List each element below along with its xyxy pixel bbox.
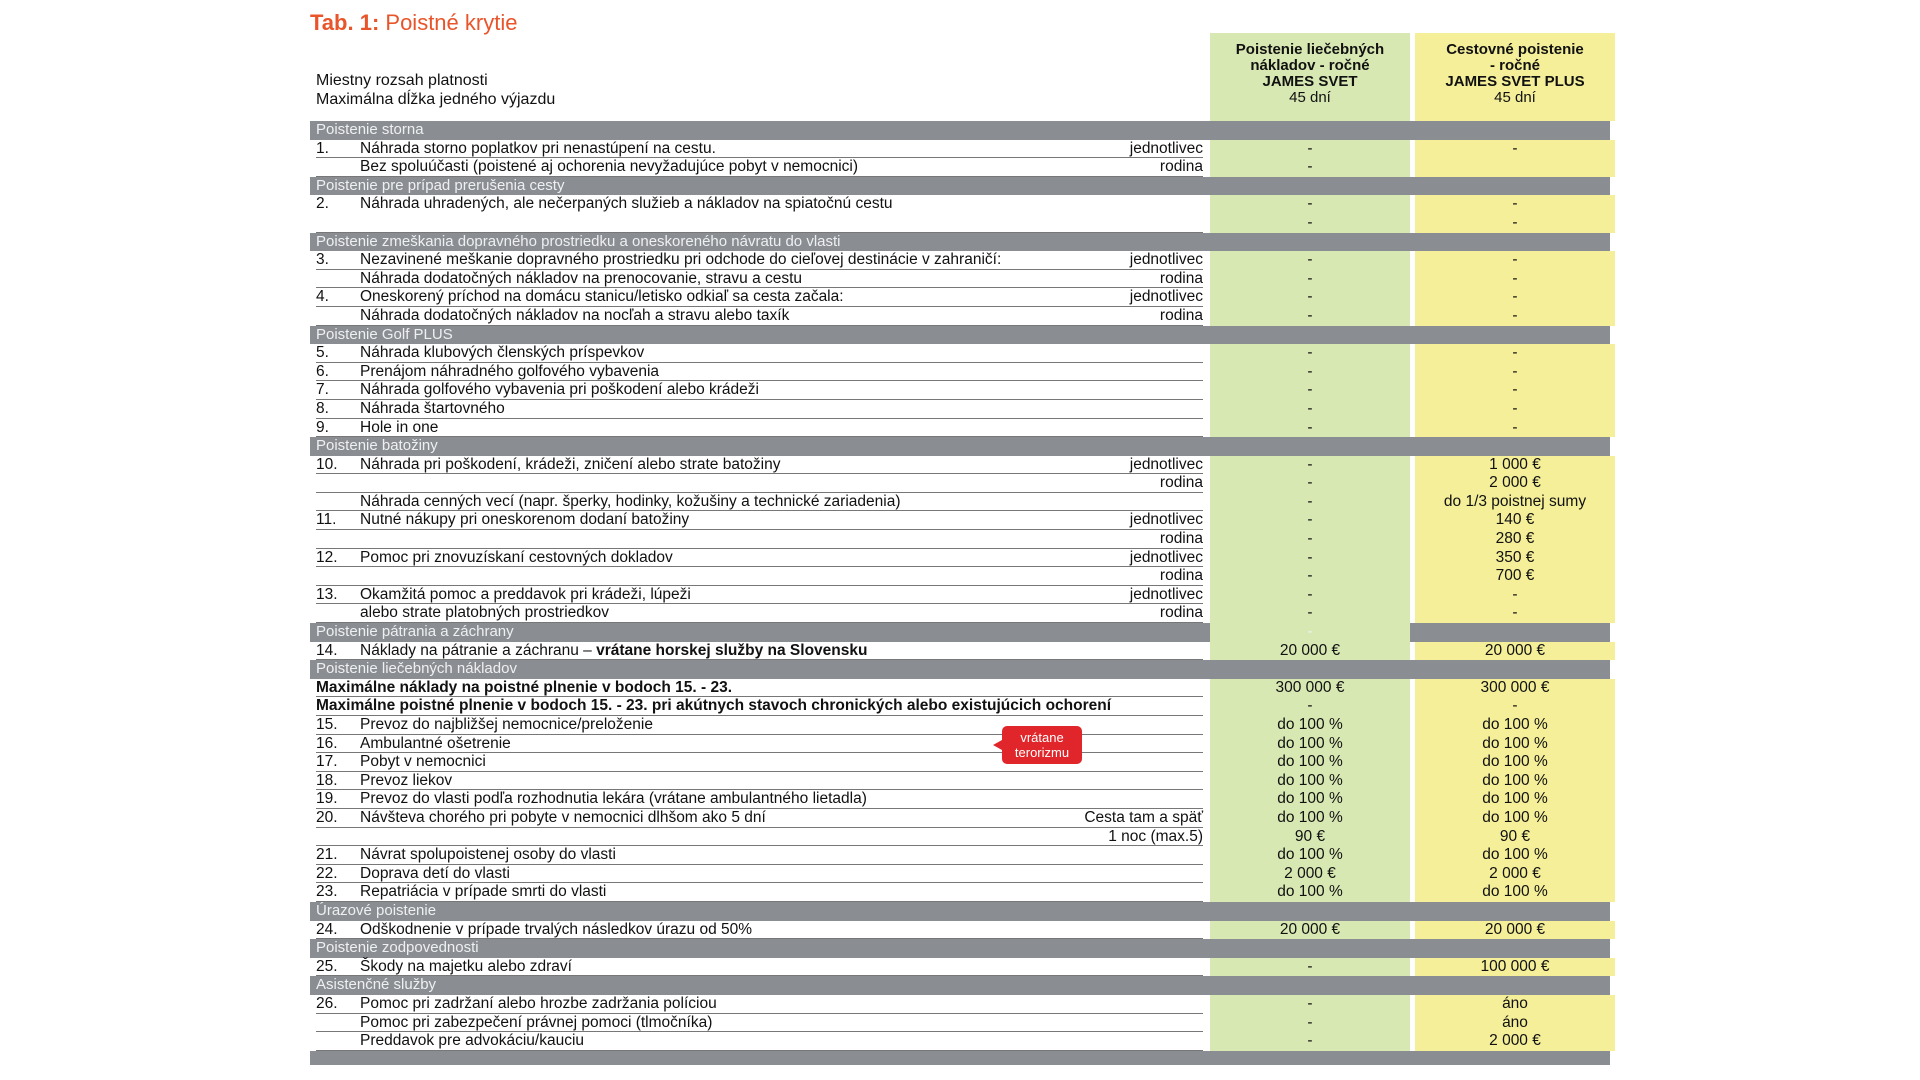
section-title: Poistenie liečebných nákladov <box>316 660 517 678</box>
row-label: Prevoz do najbližšej nemocnice/preloženie <box>360 716 653 733</box>
row-label <box>360 642 867 661</box>
value-james-svet-plus: - <box>1415 307 1615 326</box>
row-label: Škody na majetku alebo zdraví <box>360 957 572 975</box>
table-row <box>310 400 1610 419</box>
value-james-svet: - <box>1210 419 1410 438</box>
value-james-svet: do 100 % <box>1210 790 1410 809</box>
value-james-svet-plus: 1 000 € <box>1415 456 1615 475</box>
row-label: Náhrada golfového vybavenia pri poškodení alebo krádeži <box>360 381 759 399</box>
value-james-svet-plus: - <box>1415 400 1615 419</box>
row-number: 22. <box>316 864 338 882</box>
value-james-svet-plus: - <box>1415 363 1615 382</box>
row-label: alebo strate platobných prostriedkov <box>360 604 610 622</box>
value-james-svet: do 100 % <box>1210 846 1410 865</box>
column-1-product-name: JAMES SVET <box>1262 73 1358 90</box>
value-james-svet: - <box>1210 549 1410 568</box>
row-number: 5. <box>316 344 329 362</box>
section-title: Poistenie storna <box>316 121 424 138</box>
row-label: Náhrada štartovného <box>360 399 505 417</box>
row-label: Odškodnenie v prípade trvalých následkov úrazu od 50% <box>360 920 753 938</box>
row-sublabel: rodina <box>1159 530 1203 548</box>
section-title: Poistenie batožiny <box>316 437 438 455</box>
row-number: 12. <box>316 548 338 566</box>
row-number: 3. <box>316 251 329 269</box>
table-row <box>310 642 1610 661</box>
table-row <box>310 1032 1610 1051</box>
section-header <box>310 660 1610 679</box>
value-james-svet-plus <box>1415 158 1615 177</box>
value-james-svet: - <box>1210 400 1410 419</box>
table-row <box>310 865 1610 884</box>
value-james-svet: do 100 % <box>1210 753 1410 772</box>
row-number: 2. <box>316 195 329 213</box>
table-row <box>310 679 1610 698</box>
table-footer-bar <box>310 1051 1610 1065</box>
value-james-svet: - <box>1210 604 1410 623</box>
value-james-svet: - <box>1210 511 1410 530</box>
row-number: 21. <box>316 846 338 864</box>
value-james-svet: - <box>1210 530 1410 549</box>
value-james-svet-plus: do 100 % <box>1415 883 1615 902</box>
row-number: 6. <box>316 362 329 380</box>
row-label: Prenájom náhradného golfového vybavenia <box>360 362 660 380</box>
row-sublabel: jednotlivec <box>1129 251 1203 269</box>
row-sublabel: jednotlivec <box>1129 585 1203 603</box>
row-number: 20. <box>316 808 338 826</box>
value-james-svet: - <box>1210 995 1410 1014</box>
table-row <box>310 790 1610 809</box>
value-james-svet-plus: 140 € <box>1415 511 1615 530</box>
row-label: Náhrada pri poškodení, krádeži, zničení alebo strate batožiny <box>360 455 781 473</box>
column-1-line2: nákladov - ročné <box>1250 57 1370 74</box>
table-row <box>310 1014 1610 1033</box>
table-row <box>310 735 1610 754</box>
row-label: Maximálne náklady na poistné plnenie v bodoch 15. - 23. <box>316 678 733 696</box>
row-sublabel: jednotlivec <box>1129 288 1203 306</box>
section-header <box>310 976 1610 995</box>
section-title: Poistenie zmeškania dopravného prostriedku a oneskoreného návratu do vlasti <box>316 232 841 250</box>
table-row <box>310 474 1610 493</box>
value-james-svet-plus: - <box>1415 195 1615 214</box>
section-header <box>310 233 1610 252</box>
row-label: Pomoc pri zadržaní alebo hrozbe zadržania políciou <box>360 994 717 1012</box>
column-1-days: 45 dní <box>1289 89 1331 106</box>
value-james-svet: 2 000 € <box>1210 865 1410 884</box>
table-row <box>310 195 1610 214</box>
value-james-svet-plus: 300 000 € <box>1415 679 1615 698</box>
table-row <box>310 697 1610 716</box>
column-2-line2: - ročné <box>1489 57 1540 74</box>
value-james-svet: 20 000 € <box>1210 921 1410 940</box>
value-james-svet-plus: do 100 % <box>1415 846 1615 865</box>
row-number: 14. <box>316 641 338 659</box>
value-james-svet: - <box>1210 493 1410 512</box>
section-title: Úrazové poistenie <box>316 901 437 919</box>
table-title-prefix: Tab. 1: <box>310 10 380 35</box>
value-james-svet: - <box>1210 474 1410 493</box>
table-row <box>310 828 1610 847</box>
table-row <box>310 214 1610 233</box>
row-number: 18. <box>316 771 338 789</box>
table-row <box>310 307 1610 326</box>
row-label: Prevoz do vlasti podľa rozhodnutia lekára (vrátane ambulantného lietadla) <box>360 790 867 808</box>
value-james-svet: - <box>1210 567 1410 586</box>
value-james-svet: - <box>1210 251 1410 270</box>
value-james-svet-plus: 2 000 € <box>1415 474 1615 493</box>
row-label: Náhrada uhradených, ale nečerpaných služieb a nákladov na spiatočnú cestu <box>360 195 893 213</box>
value-james-svet-plus: do 1/3 poistnej sumy <box>1415 493 1615 512</box>
row-label: Pobyt v nemocnici <box>360 753 486 771</box>
badge-line2: terorizmu <box>1014 745 1070 760</box>
row-number: 8. <box>316 399 329 417</box>
column-1-line1: Poistenie liečebných <box>1235 41 1385 58</box>
table-row <box>310 344 1610 363</box>
table-row <box>310 270 1610 289</box>
value-james-svet-plus: - <box>1415 604 1615 623</box>
value-james-svet-plus: - <box>1415 419 1615 438</box>
table-row <box>310 772 1610 791</box>
value-james-svet: - <box>1210 586 1410 605</box>
value-james-svet: do 100 % <box>1210 809 1410 828</box>
value-james-svet: - <box>1210 307 1410 326</box>
row-number: 23. <box>316 883 338 901</box>
row-label: Okamžitá pomoc a preddavok pri krádeži, lúpeži <box>360 585 691 603</box>
value-james-svet-plus: do 100 % <box>1415 735 1615 754</box>
row-label: Pomoc pri zabezpečení právnej pomoci (tlmočníka) <box>360 1013 713 1031</box>
table-row <box>310 158 1610 177</box>
table-row <box>310 586 1610 605</box>
table-body <box>310 121 1610 1065</box>
section-header <box>310 939 1610 958</box>
value-james-svet-plus: - <box>1415 288 1615 307</box>
value-james-svet: do 100 % <box>1210 772 1410 791</box>
row-number: 7. <box>316 381 329 399</box>
table-row <box>310 381 1610 400</box>
row-label: Náhrada dodatočných nákladov na prenocovanie, stravu a cestu <box>360 269 803 287</box>
section-value: - <box>1210 623 1410 642</box>
row-sublabel: jednotlivec <box>1129 511 1203 529</box>
table-row <box>310 716 1610 735</box>
row-label: Bez spoluúčasti (poistené aj ochorenia nevyžadujúce pobyt v nemocnici) <box>360 158 859 176</box>
row-label-text: Náklady na pátranie a záchranu – <box>360 641 597 659</box>
row-sublabel: Cesta tam a späť <box>1084 808 1203 826</box>
row-number: 17. <box>316 753 338 771</box>
value-james-svet: - <box>1210 697 1410 716</box>
section-title: Poistenie zodpovednosti <box>316 939 479 957</box>
row-label: Maximálne poistné plnenie v bodoch 15. - 23. pri akútnych stavoch chronických alebo existujúcich ochorení <box>316 697 1112 715</box>
table-row <box>310 140 1610 159</box>
value-james-svet-plus: do 100 % <box>1415 716 1615 735</box>
section-title: Poistenie pre prípad prerušenia cesty <box>316 176 565 194</box>
table-row <box>310 363 1610 382</box>
section-title: Poistenie Golf PLUS <box>316 325 453 343</box>
table-row <box>310 753 1610 772</box>
table-row <box>310 549 1610 568</box>
value-james-svet-plus: - <box>1415 270 1615 289</box>
row-label: Preddavok pre advokáciu/kauciu <box>360 1032 585 1050</box>
row-label-bold: vrátane horskej služby na Slovensku <box>596 641 868 659</box>
row-number: 11. <box>316 511 337 529</box>
row-sublabel: rodina <box>1159 158 1203 176</box>
header-scope-label: Miestny rozsah platnosti <box>316 72 488 89</box>
row-number: 25. <box>316 957 338 975</box>
row-sublabel: rodina <box>1159 269 1203 287</box>
section-header <box>310 902 1610 921</box>
value-james-svet-plus: áno <box>1415 995 1615 1014</box>
column-header-james-svet <box>1210 33 1410 121</box>
table-row <box>310 846 1610 865</box>
row-label: Ambulantné ošetrenie <box>360 734 511 752</box>
column-header-james-svet-plus <box>1415 33 1615 121</box>
row-sublabel: jednotlivec <box>1129 139 1203 157</box>
section-header <box>310 326 1610 345</box>
row-number: 16. <box>316 734 338 752</box>
value-james-svet: - <box>1210 214 1410 233</box>
section-title: Poistenie pátrania a záchrany <box>316 623 514 641</box>
value-james-svet-plus: do 100 % <box>1415 809 1615 828</box>
column-2-product-name: JAMES SVET PLUS <box>1445 73 1585 90</box>
value-james-svet: - <box>1210 344 1410 363</box>
row-label: Náhrada storno poplatkov pri nenastúpení na cestu. <box>360 139 716 157</box>
value-james-svet: do 100 % <box>1210 716 1410 735</box>
value-james-svet: - <box>1210 1014 1410 1033</box>
value-james-svet: do 100 % <box>1210 735 1410 754</box>
value-james-svet-plus: 2 000 € <box>1415 1032 1615 1051</box>
table-row <box>310 493 1610 512</box>
row-label: Hole in one <box>360 418 439 436</box>
value-james-svet-plus: do 100 % <box>1415 753 1615 772</box>
row-number: 13. <box>316 585 338 603</box>
row-number: 26. <box>316 994 338 1012</box>
row-label: Návrat spolupoistenej osoby do vlasti <box>360 846 616 864</box>
row-label: Náhrada cenných vecí (napr. šperky, hodinky, kožušiny a technické zariadenia) <box>360 492 901 510</box>
value-james-svet: - <box>1210 381 1410 400</box>
row-label: Náhrada dodatočných nákladov na nocľah a stravu alebo taxík <box>360 306 790 324</box>
value-james-svet-plus: 2 000 € <box>1415 865 1615 884</box>
table-row <box>310 809 1610 828</box>
column-2-days: 45 dní <box>1494 89 1536 106</box>
value-james-svet: - <box>1210 1032 1410 1051</box>
row-label: Prevoz liekov <box>360 771 453 789</box>
value-james-svet-plus: - <box>1415 697 1615 716</box>
table-row <box>310 511 1610 530</box>
value-james-svet-plus: - <box>1415 381 1615 400</box>
value-james-svet-plus: 90 € <box>1415 828 1615 847</box>
value-james-svet-plus: - <box>1415 586 1615 605</box>
row-label: Návšteva chorého pri pobyte v nemocnici dlhšom ako 5 dní <box>360 808 766 826</box>
table-row <box>310 419 1610 438</box>
column-2-line1: Cestovné poistenie <box>1446 41 1584 58</box>
row-label: Oneskorený príchod na domácu stanicu/letisko odkiaľ sa cesta začala: <box>360 288 844 306</box>
value-james-svet-plus: 280 € <box>1415 530 1615 549</box>
row-number: 15. <box>316 716 338 733</box>
badge-line1: vrátane <box>1020 730 1064 745</box>
section-header <box>310 121 1610 140</box>
value-james-svet-plus: do 100 % <box>1415 772 1615 791</box>
section-header <box>310 437 1610 456</box>
value-james-svet-plus: - <box>1415 140 1615 159</box>
row-number: 9. <box>316 418 329 436</box>
table-row <box>310 604 1610 623</box>
row-sublabel: jednotlivec <box>1129 455 1203 473</box>
table-row <box>310 921 1610 940</box>
row-number: 19. <box>316 790 338 808</box>
section-header <box>310 177 1610 196</box>
value-james-svet: do 100 % <box>1210 883 1410 902</box>
value-james-svet-plus: áno <box>1415 1014 1615 1033</box>
value-james-svet-plus: 350 € <box>1415 549 1615 568</box>
table-row <box>310 883 1610 902</box>
value-james-svet: - <box>1210 140 1410 159</box>
value-james-svet-plus: - <box>1415 251 1615 270</box>
value-james-svet-plus: - <box>1415 344 1615 363</box>
row-label: Nutné nákupy pri oneskorenom dodaní batožiny <box>360 511 690 529</box>
header-left <box>316 71 555 109</box>
value-james-svet: - <box>1210 456 1410 475</box>
row-sublabel: rodina <box>1159 604 1203 622</box>
table-row <box>310 530 1610 549</box>
row-label: Pomoc pri znovuzískaní cestovných dokladov <box>360 548 673 566</box>
row-number: 24. <box>316 920 338 938</box>
value-james-svet: - <box>1210 288 1410 307</box>
row-sublabel: rodina <box>1159 567 1203 585</box>
table-row <box>310 567 1610 586</box>
value-james-svet-plus: 700 € <box>1415 567 1615 586</box>
value-james-svet: - <box>1210 158 1410 177</box>
value-james-svet: - <box>1210 363 1410 382</box>
row-sublabel: 1 noc (max.5) <box>1108 827 1203 845</box>
row-sublabel: jednotlivec <box>1129 548 1203 566</box>
table-title <box>310 10 517 36</box>
value-james-svet: - <box>1210 195 1410 214</box>
row-sublabel: rodina <box>1159 474 1203 492</box>
value-james-svet: - <box>1210 958 1410 977</box>
section-header <box>310 623 1610 642</box>
value-james-svet-plus: - <box>1415 214 1615 233</box>
section-title: Asistenčné služby <box>316 976 437 994</box>
value-james-svet: 20 000 € <box>1210 642 1410 661</box>
row-number: 10. <box>316 455 338 473</box>
header-duration-label: Maximálna dĺžka jedného výjazdu <box>316 91 556 108</box>
value-james-svet: - <box>1210 270 1410 289</box>
row-label: Repatriácia v prípade smrti do vlasti <box>360 883 607 901</box>
table-row <box>310 288 1610 307</box>
value-james-svet-plus: do 100 % <box>1415 790 1615 809</box>
value-james-svet-plus: 100 000 € <box>1415 958 1615 977</box>
table-row <box>310 456 1610 475</box>
terrorism-badge <box>1002 726 1082 764</box>
value-james-svet-plus: 20 000 € <box>1415 642 1615 661</box>
table-row <box>310 251 1610 270</box>
table-row <box>310 995 1610 1014</box>
value-james-svet: 300 000 € <box>1210 679 1410 698</box>
row-label: Nezavinené meškanie dopravného prostriedku pri odchode do cieľovej destinácie v zahraničí: <box>360 251 1002 269</box>
value-james-svet-plus: 20 000 € <box>1415 921 1615 940</box>
row-label: Náhrada klubových členských príspevkov <box>360 344 645 362</box>
row-sublabel: rodina <box>1159 306 1203 324</box>
row-label: Doprava detí do vlasti <box>360 864 510 882</box>
value-james-svet: 90 € <box>1210 828 1410 847</box>
row-number: 4. <box>316 288 329 306</box>
row-number: 1. <box>316 139 329 157</box>
table-title-text: Poistné krytie <box>385 10 518 35</box>
table-row <box>310 958 1610 977</box>
